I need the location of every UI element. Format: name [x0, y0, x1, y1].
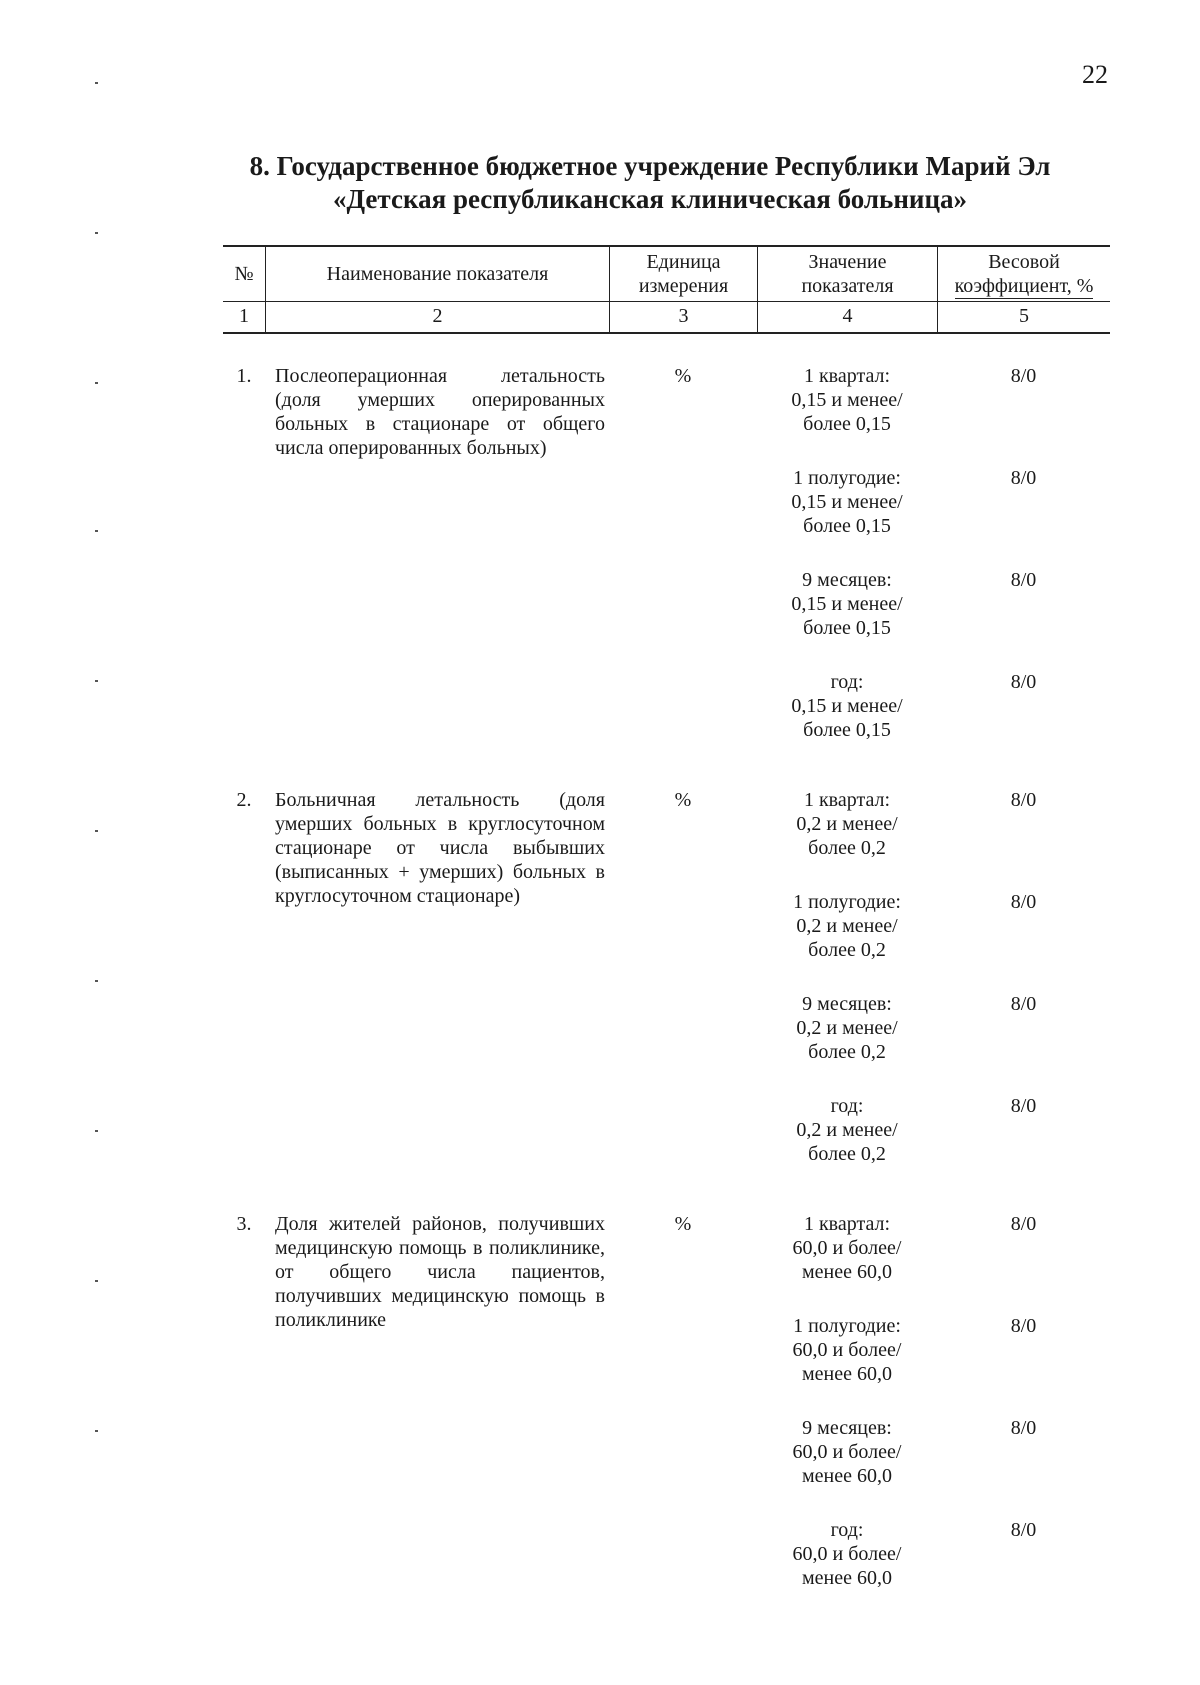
period-weight: 8/0 [1010, 789, 1037, 811]
row-number: 3. [236, 1213, 252, 1235]
period-weight: 8/0 [1010, 467, 1037, 489]
column-number: 4 [757, 302, 937, 332]
indicator-unit: % [674, 789, 692, 811]
table-row [223, 1212, 1110, 1620]
header-no: № [234, 263, 254, 285]
period-value: 1 полугодие: 60,0 и более/ менее 60,0 [792, 1315, 902, 1385]
indicator-name: Больничная летальность (доля умерших больных в круглосуточном стационаре от числа выбывших (выписанных + умерших) больных в круглосуточном стационаре) [275, 789, 605, 907]
period-values [757, 364, 1110, 772]
column-number: 3 [609, 302, 757, 332]
indicator-name: Послеоперационная летальность (доля умерших оперированных больных в стационаре от общего числа оперированных больных) [275, 365, 605, 459]
page-number: 22 [1082, 60, 1108, 89]
header-name: Наименование показателя [265, 247, 609, 301]
header-unit: Единица измерения [609, 247, 757, 301]
column-number: 2 [265, 302, 609, 332]
period-value: год: 60,0 и более/ менее 60,0 [792, 1519, 902, 1589]
period-values [757, 1212, 1110, 1620]
table-header [223, 245, 1110, 302]
period-entry [757, 1314, 1110, 1416]
row-number: 2. [236, 789, 252, 811]
table-body [223, 364, 1110, 1620]
period-value: 9 месяцев: 0,2 и менее/ более 0,2 [796, 993, 898, 1063]
period-entry [757, 1416, 1110, 1518]
period-entry [757, 670, 1110, 772]
row-number: 1. [236, 365, 252, 387]
period-value: 1 полугодие: 0,2 и менее/ более 0,2 [793, 891, 901, 961]
header-value: Значение показателя [757, 247, 937, 301]
column-number: 5 [937, 302, 1110, 332]
table-row [223, 788, 1110, 1196]
period-entry [757, 992, 1110, 1094]
period-value: 1 квартал: 0,15 и менее/ более 0,15 [791, 365, 903, 435]
period-weight: 8/0 [1010, 671, 1037, 693]
indicators-table [223, 245, 1110, 1636]
period-weight: 8/0 [1010, 1213, 1037, 1235]
period-weight: 8/0 [1010, 1417, 1037, 1439]
document-title [200, 150, 1100, 216]
column-number: 1 [239, 305, 249, 327]
period-entry [757, 466, 1110, 568]
period-weight: 8/0 [1010, 569, 1037, 591]
period-value: 1 полугодие: 0,15 и менее/ более 0,15 [791, 467, 903, 537]
column-numbers-row [223, 302, 1110, 334]
period-weight: 8/0 [1010, 1315, 1037, 1337]
period-entry [757, 1212, 1110, 1314]
period-entry [757, 568, 1110, 670]
period-entry [757, 1094, 1110, 1196]
period-weight: 8/0 [1010, 365, 1037, 387]
period-entry [757, 1518, 1110, 1620]
period-value: 1 квартал: 60,0 и более/ менее 60,0 [792, 1213, 902, 1283]
indicator-unit: % [674, 1213, 692, 1235]
indicator-name: Доля жителей районов, получивших медицинскую помощь в поликлинике, от общего числа пациентов, получивших медицинскую помощь в поликлинике [275, 1213, 605, 1331]
header-weight: Весовой коэффициент, % [937, 247, 1110, 301]
table-row [223, 364, 1110, 772]
period-entry [757, 364, 1110, 466]
period-weight: 8/0 [1010, 1095, 1037, 1117]
period-weight: 8/0 [1010, 993, 1037, 1015]
period-entry [757, 788, 1110, 890]
period-value: год: 0,2 и менее/ более 0,2 [796, 1095, 898, 1165]
period-value: 1 квартал: 0,2 и менее/ более 0,2 [796, 789, 898, 859]
period-weight: 8/0 [1010, 1519, 1037, 1541]
title-line-1: 8. Государственное бюджетное учреждение Республики Марий Эл [249, 151, 1051, 181]
period-entry [757, 890, 1110, 992]
period-value: 9 месяцев: 0,15 и менее/ более 0,15 [791, 569, 903, 639]
title-line-2: «Детская республиканская клиническая больница» [333, 184, 967, 214]
period-values [757, 788, 1110, 1196]
period-weight: 8/0 [1010, 891, 1037, 913]
period-value: год: 0,15 и менее/ более 0,15 [791, 671, 903, 741]
period-value: 9 месяцев: 60,0 и более/ менее 60,0 [792, 1417, 902, 1487]
indicator-unit: % [674, 365, 692, 387]
